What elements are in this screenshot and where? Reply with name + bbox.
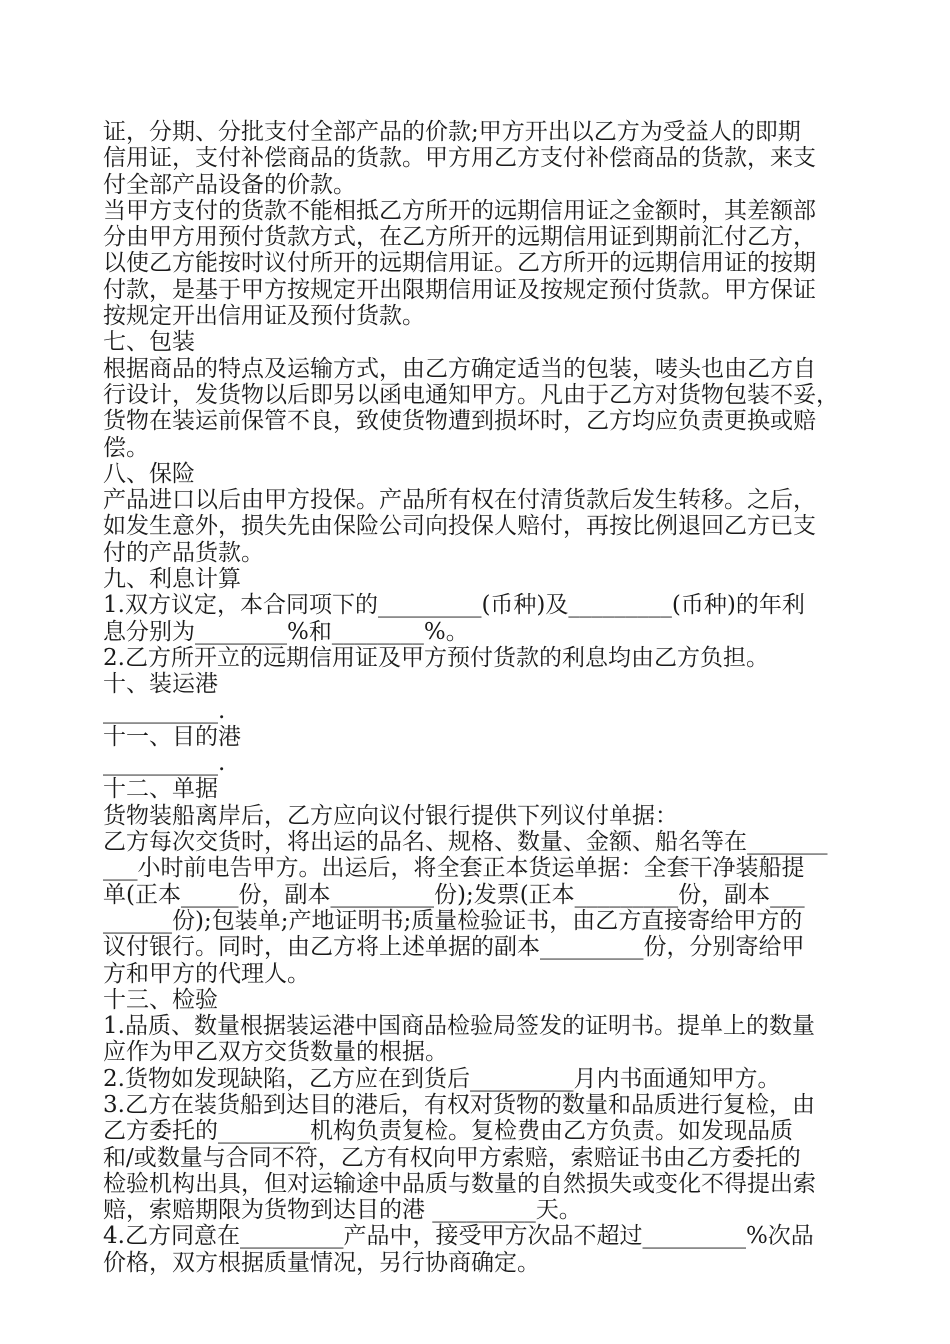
text-line: 以使乙方能按时议付所开的远期信用证。乙方所开的远期信用证的按期 [103,250,816,277]
text-line: 单(正本_____份，副本_________份);发票(正本_________份，副本___ [103,881,805,908]
section-heading-destination-port: 十一、目的港 [103,723,241,750]
text-line: 根据商品的特点及运输方式，由乙方确定适当的包装，唛头也由乙方自 [103,355,816,382]
text-line: ___小时前电告甲方。出运后，将全套正本货运单据：全套干净装船提 [103,855,805,882]
text-line: 当甲方支付的货款不能相抵乙方所开的远期信用证之金额时，其差额部 [103,197,816,224]
text-line: 乙方委托的________机构负责复检。复检费由乙方负责。如发现品质 [103,1118,793,1145]
section-heading-insurance: 八、保险 [103,460,195,487]
text-line: 证，分期、分批支付全部产品的价款;甲方开出以乙方为受益人的即期 [103,119,801,145]
text-line: 付全部产品设备的价款。 [103,171,356,198]
text-line: ______份);包装单;产地证明书;质量检验证书，由乙方直接寄给甲方的 [103,907,803,934]
text-line: 应作为甲乙双方交货数量的根据。 [103,1039,448,1066]
blank-field-line: __________. [103,750,226,777]
section-heading-inspection: 十三、检验 [103,986,218,1013]
text-line: 付的产品货款。 [103,539,264,566]
text-line: 行设计，发货物以后即另以函电通知甲方。凡由于乙方对货物包装不妥， [103,381,839,408]
blank-field-line: __________. [103,697,226,724]
section-heading-loading-port: 十、装运港 [103,671,218,698]
text-line: 货物装船离岸后，乙方应向议付银行提供下列议付单据： [103,802,678,829]
text-line: 1.双方议定，本合同项下的_________(币种)及_________(币种)的年利 [103,592,805,619]
text-line: 方和甲方的代理人。 [103,960,310,987]
text-line: 按规定开出信用证及预付货款。 [103,303,425,330]
text-line: 货物在装运前保管不良，致使货物遭到损坏时，乙方均应负责更换或赔 [103,408,816,435]
text-line: 和/或数量与合同不符，乙方有权向甲方索赔，索赔证书由乙方委托的 [103,1144,801,1171]
text-line: 4.乙方同意在_________产品中，接受甲方次品不超过_________%次品 [103,1223,814,1250]
section-heading-packaging: 七、包装 [103,329,195,356]
document-body [103,119,855,1276]
text-line: 息分别为________%和________%。 [103,618,469,645]
text-line: 赔，索赔期限为货物到达目的港 _________天。 [103,1197,582,1224]
text-line: 偿。 [103,434,149,461]
text-line: 2.货物如发现缺陷，乙方应在到货后_________月内书面通知甲方。 [103,1065,781,1092]
text-line: 3.乙方在装货船到达目的港后，有权对货物的数量和品质进行复检，由 [103,1091,815,1118]
text-line: 付款，是基于甲方按规定开出限期信用证及按规定预付货款。甲方保证 [103,276,816,303]
text-line: 分由甲方用预付货款方式，在乙方所开的远期信用证到期前汇付乙方， [103,224,816,251]
text-line: 产品进口以后由甲方投保。产品所有权在付清货款后发生转移。之后， [103,487,816,514]
text-line: 如发生意外，损失先由保险公司向投保人赔付，再按比例退回乙方已支 [103,513,816,540]
text-line: 2.乙方所开立的远期信用证及甲方预付货款的利息均由乙方负担。 [103,644,769,671]
text-line: 议付银行。同时，由乙方将上述单据的副本_________份，分别寄给甲 [103,934,805,961]
section-heading-interest: 九、利息计算 [103,566,241,593]
text-line: 信用证，支付补偿商品的货款。甲方用乙方支付补偿商品的货款，来支 [103,145,816,172]
text-line: 1.品质、数量根据装运港中国商品检验局签发的证明书。提单上的数量 [103,1013,815,1040]
text-line: 检验机构出具，但对运输途中品质与数量的自然损失或变化不得提出索 [103,1170,816,1197]
section-heading-documents: 十二、单据 [103,776,218,803]
text-line: 价格，双方根据质量情况，另行协商确定。 [103,1249,540,1276]
text-line: 乙方每次交货时，将出运的品名、规格、数量、金额、船名等在_______ [103,829,828,856]
